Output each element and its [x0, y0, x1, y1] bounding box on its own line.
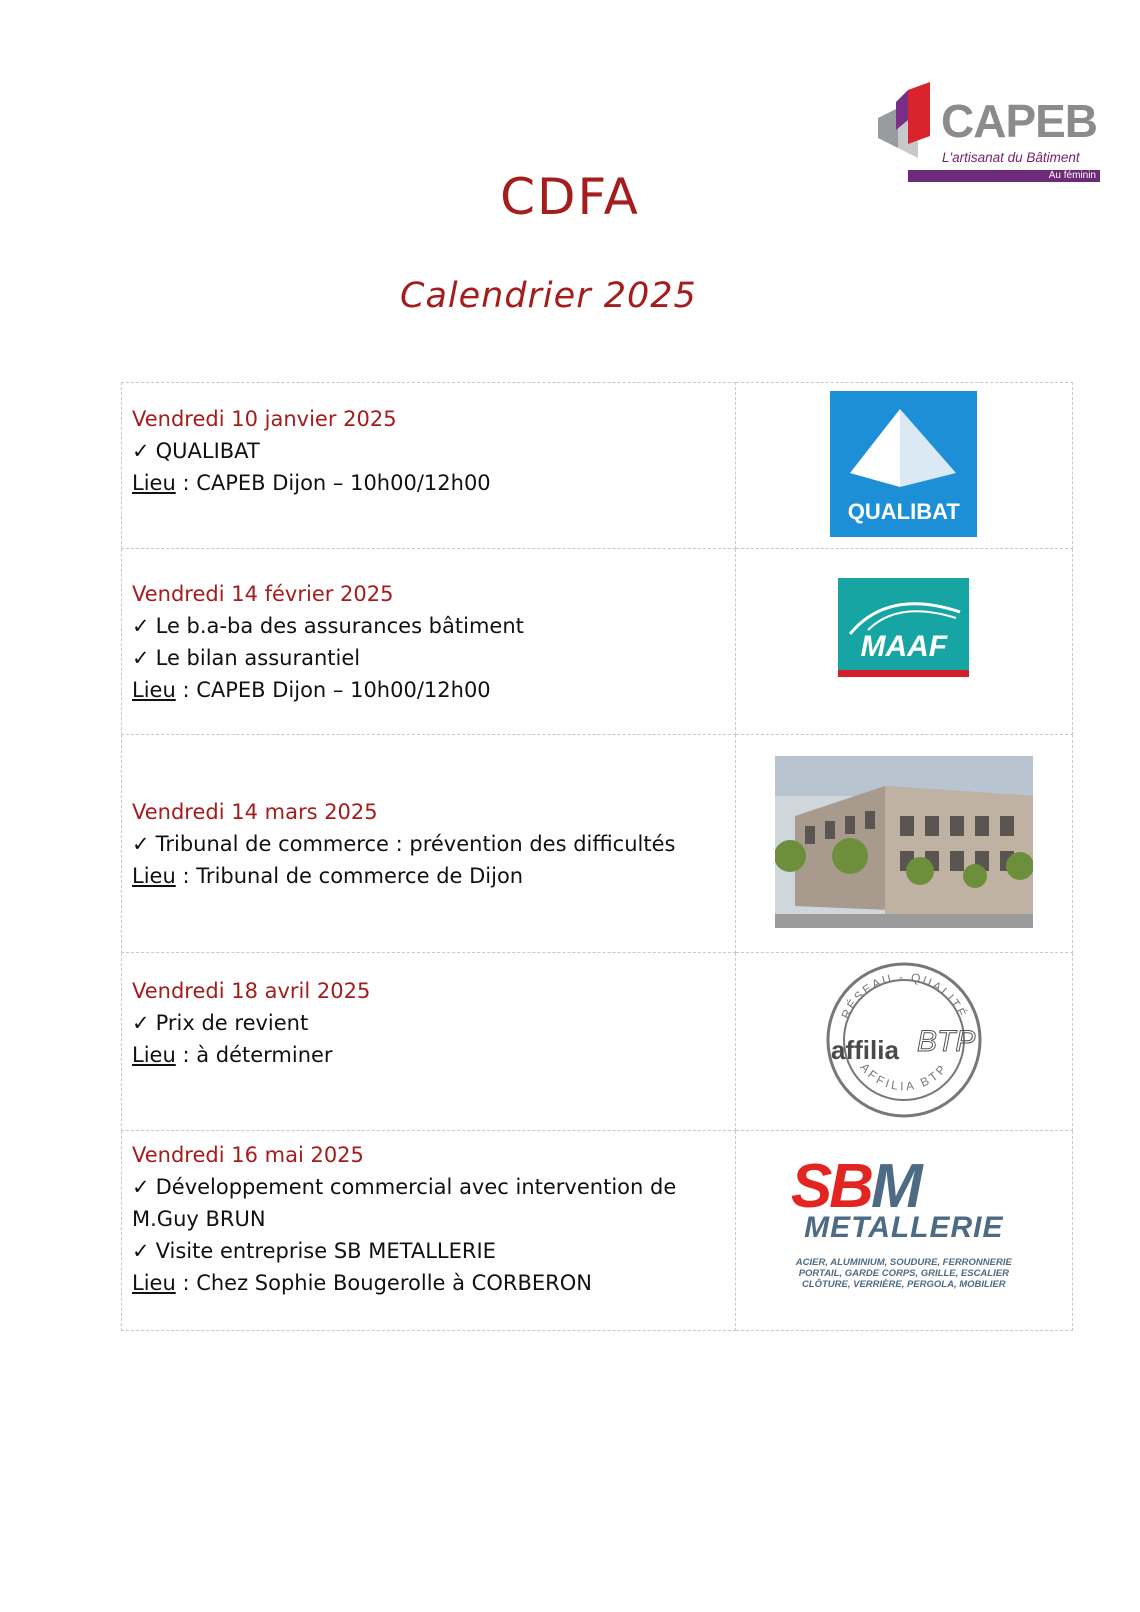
event-date: Vendredi 14 mars 2025	[132, 799, 378, 824]
event-item: ✓ Le b.a-ba des assurances bâtiment	[132, 613, 524, 638]
event-text-cell	[122, 549, 736, 735]
affilia-btp-logo	[823, 959, 985, 1121]
svg-text:RÉSEAU - QUALITÉ: RÉSEAU - QUALITÉ	[838, 969, 970, 1021]
event-row	[122, 735, 1073, 953]
event-item: ✓ Développement commercial avec intervention de M.Guy BRUN	[132, 1175, 677, 1231]
event-row	[122, 383, 1073, 549]
check-icon: ✓	[132, 1239, 150, 1263]
event-date: Vendredi 16 mai 2025	[132, 1143, 364, 1167]
capeb-feminine-bar: Au féminin	[908, 170, 1100, 182]
event-logo-cell	[735, 735, 1072, 953]
event-location: Lieu : CAPEB Dijon – 10h00/12h00	[132, 677, 491, 702]
maaf-red-bar	[838, 670, 969, 677]
event-location: Lieu : Chez Sophie Bougerolle à CORBERON	[132, 1271, 592, 1295]
capeb-wordmark: CAPEB	[941, 95, 1098, 147]
maaf-swoosh-icon	[838, 578, 969, 638]
page-subtitle: Calendrier 2025	[400, 276, 697, 316]
event-item: ✓ Le bilan assurantiel	[132, 645, 361, 670]
pyramid-icon	[830, 391, 977, 501]
event-item: ✓ QUALIBAT	[132, 439, 260, 463]
event-text-cell	[122, 953, 736, 1131]
event-text-cell	[122, 383, 736, 549]
sbm-logo-text: METALLERIE	[804, 1211, 1004, 1244]
sbm-logo-mark: SBM	[790, 1152, 920, 1221]
affilia-logo-text: affilia	[830, 1034, 899, 1065]
event-item: ✓ Tribunal de commerce : prévention des difficultés	[132, 831, 676, 856]
page-title: CDFA	[500, 168, 640, 226]
check-icon: ✓	[132, 613, 150, 638]
event-location: Lieu : CAPEB Dijon – 10h00/12h00	[132, 471, 491, 495]
event-date: Vendredi 18 avril 2025	[132, 979, 371, 1003]
capeb-cube-icon	[868, 80, 938, 160]
event-row	[122, 1131, 1073, 1331]
check-icon: ✓	[132, 1175, 150, 1199]
check-icon: ✓	[132, 645, 150, 670]
event-text-cell	[122, 1131, 736, 1331]
event-date: Vendredi 14 février 2025	[132, 581, 394, 606]
qualibat-logo-text: QUALIBAT	[847, 498, 960, 524]
maaf-logo	[838, 578, 969, 677]
sbm-metallerie-logo	[779, 1153, 1029, 1293]
event-logo-cell	[735, 549, 1072, 735]
sbm-logo-services: ACIER, ALUMINIUM, SOUDURE, FERRONNERIE PORTAIL, GARDE CORPS, GRILLE, ESCALIER CLÔTURE, VERRIÈRE, PERGOLA, MOBILIER	[795, 1257, 1012, 1290]
check-icon: ✓	[132, 1011, 150, 1035]
event-location: Lieu : à déterminer	[132, 1043, 333, 1067]
event-logo-cell	[735, 383, 1072, 549]
event-logo-cell	[735, 1131, 1072, 1331]
event-text-cell	[122, 735, 736, 953]
svg-text:AFFILIA BTP: AFFILIA BTP	[857, 1059, 951, 1093]
capeb-tagline: L'artisanat du Bâtiment	[942, 150, 1080, 165]
event-location: Lieu : Tribunal de commerce de Dijon	[132, 863, 524, 888]
event-logo-cell	[735, 953, 1072, 1131]
event-item: ✓ Visite entreprise SB METALLERIE	[132, 1239, 496, 1263]
check-icon: ✓	[132, 831, 150, 856]
event-item: ✓ Prix de revient	[132, 1011, 309, 1035]
qualibat-logo	[830, 391, 977, 537]
event-date: Vendredi 10 janvier 2025	[132, 407, 397, 431]
tribunal-building-photo	[775, 756, 1033, 928]
event-row	[122, 953, 1073, 1131]
btp-logo-text: BTP	[916, 1024, 976, 1058]
check-icon: ✓	[132, 439, 150, 463]
maaf-logo-text: MAAF	[860, 630, 948, 663]
event-row	[122, 549, 1073, 735]
events-table	[121, 382, 1073, 1331]
